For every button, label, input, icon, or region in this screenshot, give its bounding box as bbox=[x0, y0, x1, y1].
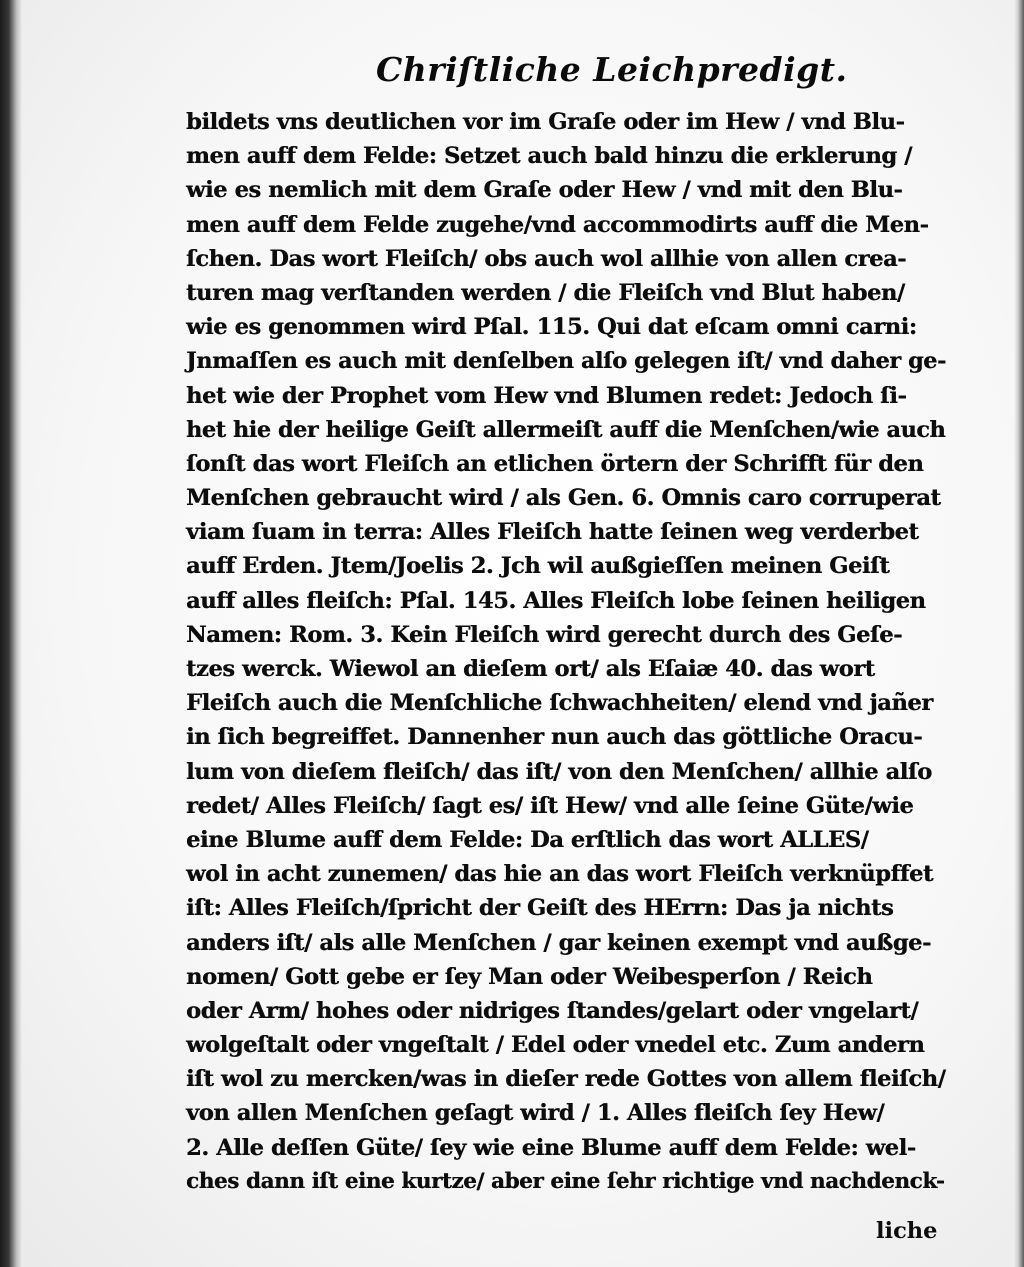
text-line: turen mag verſtanden werden / die Fleiſch vnd Blut haben/ bbox=[186, 279, 905, 306]
text-line: iſt wol zu mercken/was in dieſer rede Gottes von allem fleiſch/ bbox=[186, 1066, 946, 1093]
text-line: viam ſuam in terra: Alles Fleiſch hatte ſeinen weg verderbet bbox=[186, 519, 919, 546]
text-line: in ſich begreiffet. Dannenher nun auch das göttliche Oracu- bbox=[186, 724, 923, 751]
text-line: bildets vns deutlichen vor im Graſe oder im Hew / vnd Blu- bbox=[186, 109, 905, 135]
body-text bbox=[186, 105, 946, 1199]
text-line: ches dann iſt eine kurtze/ aber eine ſehr richtige vnd nachdenck- bbox=[186, 1168, 945, 1194]
text-line: von allen Menſchen geſagt wird / 1. Alles fleiſch ſey Hew/ bbox=[186, 1100, 885, 1127]
text-line: men auff dem Felde zugehe/vnd accommodirts auff die Men- bbox=[186, 211, 929, 238]
text-line: eine Blume auff dem Felde: Da erſtlich das wort ALLES/ bbox=[186, 826, 869, 853]
text-line: Namen: Rom. 3. Kein Fleiſch wird gerecht durch des Geſe- bbox=[186, 621, 903, 648]
scan-shadow-right bbox=[1014, 0, 1024, 1267]
running-title: Chriſtliche Leichpredigt. bbox=[376, 50, 848, 89]
text-line: lum von dieſem fleiſch/ das iſt/ von den Menſchen/ allhie alſo bbox=[186, 758, 932, 785]
text-line: Menſchen gebraucht wird / als Gen. 6. Omnis caro corruperat bbox=[186, 485, 941, 512]
text-line: wie es nemlich mit dem Graſe oder Hew / vnd mit den Blu- bbox=[186, 177, 903, 204]
text-line: het wie der Prophet vom Hew vnd Blumen redet: Jedoch ſi- bbox=[186, 382, 907, 409]
text-line: iſt: Alles Fleiſch/ſpricht der Geiſt des HErrn: Das ja nichts bbox=[186, 895, 894, 922]
text-line: wolgeſtalt oder vngeſtalt / Edel oder vnedel etc. Zum andern bbox=[186, 1032, 925, 1059]
text-line: oder Arm/ hohes oder nidriges ſtandes/gelart oder vngelart/ bbox=[186, 997, 919, 1024]
scan-shadow-left bbox=[0, 0, 22, 1267]
text-line: anders iſt/ als alle Menſchen / gar keinen exempt vnd außge- bbox=[186, 929, 931, 956]
catchword: liche bbox=[876, 1218, 938, 1244]
text-line: tzes werck. Wiewol an dieſem ort/ als Eſaiæ 40. das wort bbox=[186, 656, 875, 682]
text-line: ſchen. Das wort Fleiſch/ obs auch wol allhie von allen crea- bbox=[186, 245, 907, 272]
text-line: ſonſt das wort Fleiſch an etlichen örtern der Schrifft für den bbox=[186, 450, 924, 477]
text-line: 2. Alle deſſen Güte/ ſey wie eine Blume auff dem Felde: wel- bbox=[186, 1134, 916, 1161]
text-line: auff alles fleiſch: Pſal. 145. Alles Fleiſch lobe ſeinen heiligen bbox=[186, 587, 926, 614]
text-line: auff Erden. Jtem/Joelis 2. Jch wil außgieſſen meinen Geiſt bbox=[186, 553, 890, 580]
text-line: Fleiſch auch die Menſchliche ſchwachheiten/ elend vnd jañer bbox=[186, 690, 933, 717]
text-line: redet/ Alles Fleiſch/ ſagt es/ iſt Hew/ vnd alle ſeine Güte/wie bbox=[186, 792, 914, 819]
text-line: Jnmaſſen es auch mit denſelben alſo gelegen iſt/ vnd daher ge- bbox=[186, 348, 946, 375]
text-line: nomen/ Gott gebe er ſey Man oder Weibesperſon / Reich bbox=[186, 963, 873, 990]
text-line: men auff dem Felde: Setzet auch bald hinzu die erklerung / bbox=[186, 143, 912, 170]
text-line: het hie der heilige Geiſt allermeiſt auff die Menſchen/wie auch bbox=[186, 416, 946, 443]
text-line: wol in acht zunemen/ das hie an das wort Fleiſch verknüpffet bbox=[186, 861, 933, 888]
text-line: wie es genommen wird Pſal. 115. Qui dat eſcam omni carni: bbox=[186, 314, 917, 341]
